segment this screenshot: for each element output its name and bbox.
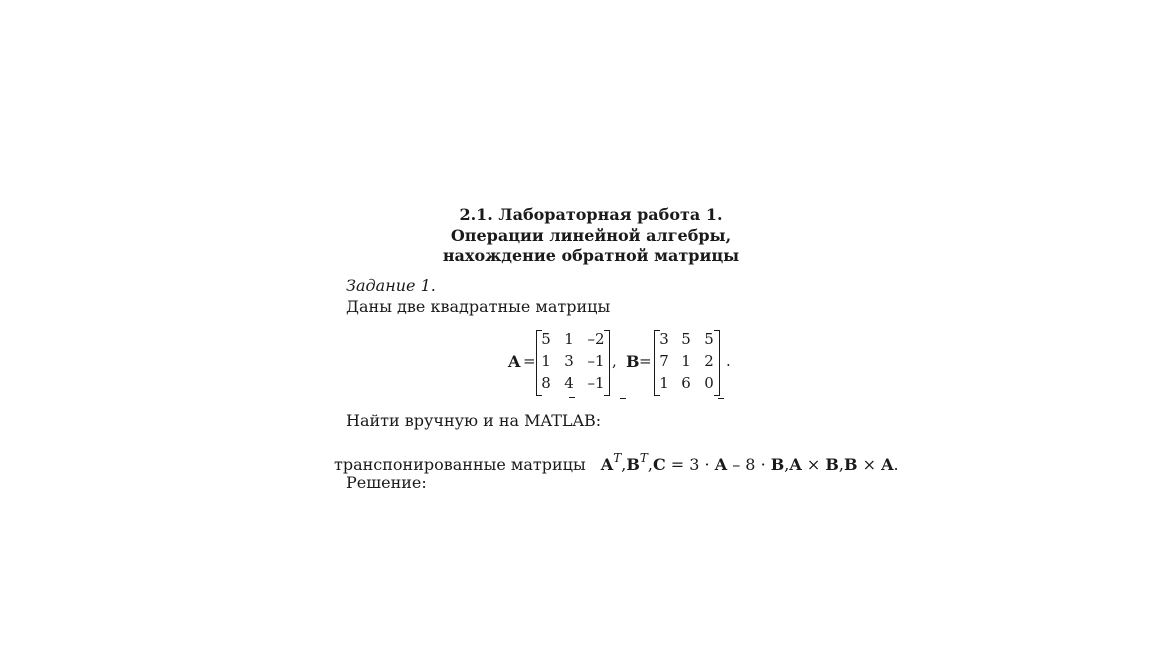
matrix-b-separator: . [726,352,731,370]
matrix-a-cell: 3 [564,352,574,370]
matrix-a [508,330,628,396]
section-title-line-1: 2.1. Лабораторная работа 1. [459,205,723,224]
formula-symbol: B [626,455,640,474]
matrix-b-cell: 3 [659,330,669,348]
given-text: Даны две квадратные матрицы [346,297,611,316]
formula-punct: , [647,455,653,474]
formula-punct: . [893,455,899,474]
task-label: Задание 1. [346,276,436,295]
formula-symbol: A [881,455,894,474]
formula-punct: , [838,455,844,474]
formula-punct: , [784,455,790,474]
formula-symbol: C [652,455,666,474]
matrix-b-cell: 1 [681,352,691,370]
matrix-a-cell: 8 [541,374,551,392]
matrix-a-cell: –1 [587,374,605,392]
formula-superscript: T [639,451,648,465]
find-text: Найти вручную и на MATLAB: [346,411,602,430]
section-title-line-3: нахождение обратной матрицы [442,246,740,265]
matrix-b-cell: 5 [681,330,691,348]
formula-operator: = 3 · [665,455,715,474]
formula-symbol: A [600,455,614,474]
matrix-b-cell: 1 [659,374,669,392]
matrix-a-equals: = [523,352,536,370]
matrix-a-cell: 4 [564,374,574,392]
matrix-b-equals: = [639,352,652,370]
formula-punct: , [621,455,627,474]
matrix-b-cell: 2 [704,352,714,370]
matrix-b-cell: 5 [704,330,714,348]
solution-label: Решение: [346,473,427,492]
matrix-b [626,330,736,396]
formula-symbol: A [789,455,802,474]
formula-symbol: B [770,455,785,474]
section-title-line-2: Операции линейной алгебры, [450,226,732,245]
matrix-b-name: B [626,352,640,371]
matrix-a-separator: , [612,352,617,370]
transposed-prefix: транспонированные матрицы [334,455,586,474]
matrix-b-cell: 6 [681,374,691,392]
matrix-a-name: A [508,352,521,371]
matrix-a-cell: 5 [541,330,551,348]
formula-superscript: T [613,451,622,465]
formula-symbol: B [825,455,839,474]
matrix-a-cell: –1 [587,352,605,370]
formula-operator: × [857,455,882,474]
formula-operator: – 8 · [727,455,771,474]
transposed-formula-line [334,448,899,475]
matrix-b-right-bracket [714,330,720,396]
matrix-a-cell: 1 [564,330,574,348]
matrix-b-cell: 7 [659,352,669,370]
matrix-b-cell: 0 [704,374,714,392]
formula-symbol: B [843,455,858,474]
scan-mark [569,397,575,398]
formula-operator: × [801,455,826,474]
matrix-a-cell: 1 [541,352,551,370]
scan-mark [620,398,626,399]
formula-symbol: A [714,455,728,474]
matrix-a-right-bracket [604,330,610,396]
scan-mark [718,398,724,399]
matrix-a-cell: –2 [587,330,605,348]
